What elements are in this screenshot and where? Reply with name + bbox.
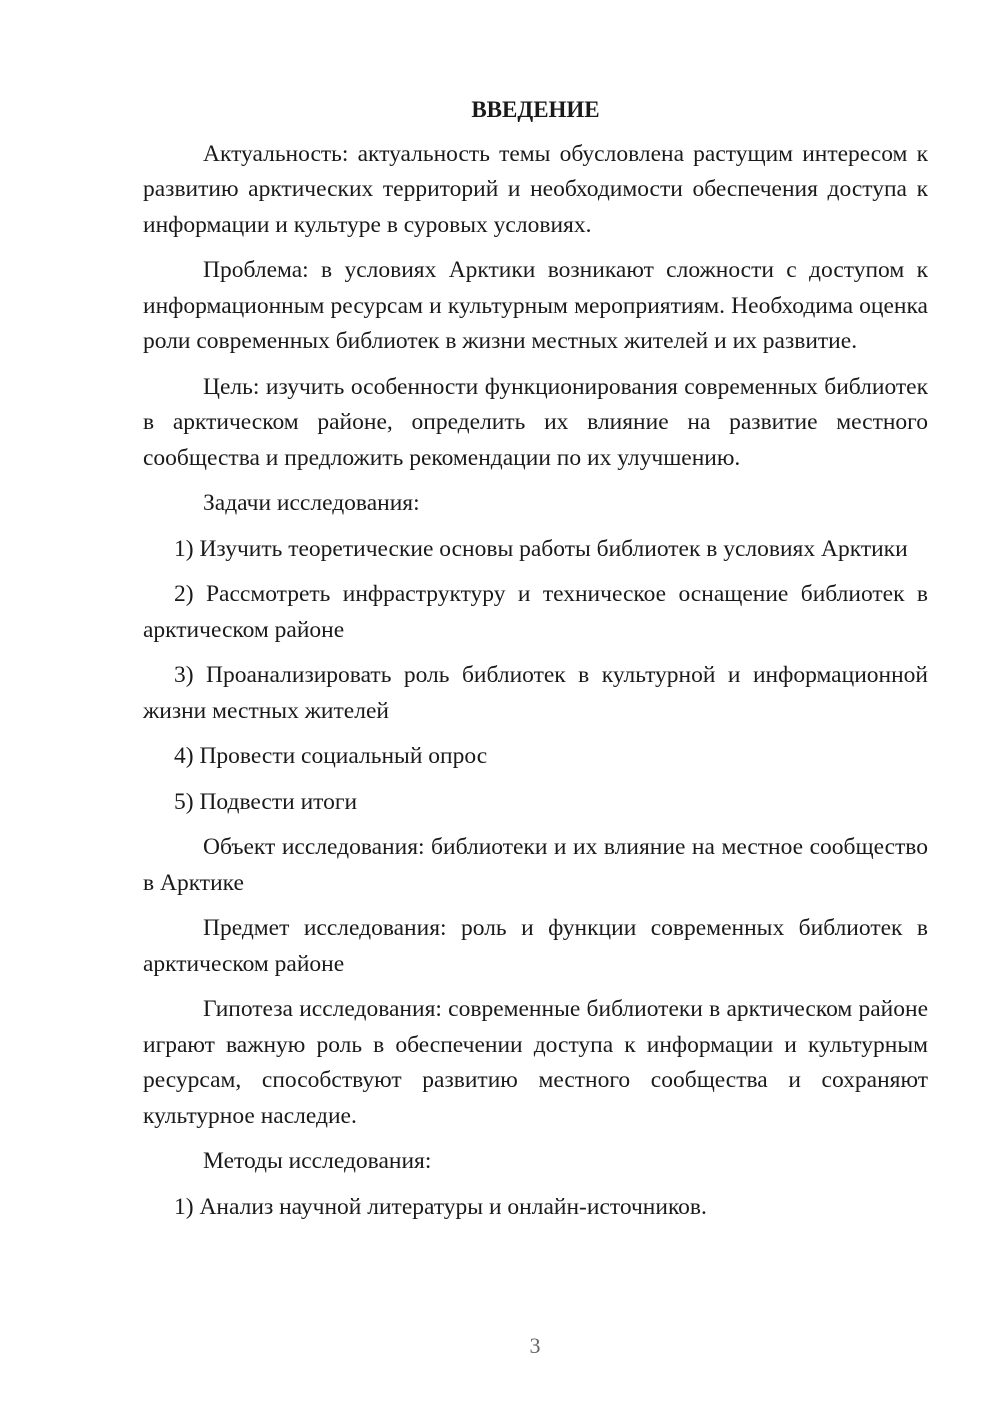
task-item: 1) Изучить теоретические основы работы библиотек в условиях Арктики xyxy=(174,535,908,562)
task-item: 3) Проанализировать роль библиотек в культурной и информационной жизни местных жителей xyxy=(143,662,928,724)
tasks-heading: Задачи исследования: xyxy=(203,490,420,516)
task-item: 2) Рассмотреть инфраструктуру и техническое оснащение библиотек в арктическом районе xyxy=(143,581,928,643)
section-title: ВВЕДЕНИЕ xyxy=(471,97,600,122)
object-paragraph: Объект исследования: библиотеки и их влияние на местное сообщество в Арктике xyxy=(143,834,928,896)
page-number: 3 xyxy=(529,1333,541,1358)
relevance-paragraph: Актуальность: актуальность темы обусловлена растущим интересом к развитию арктических территорий и необходимости обеспечения доступа к информации и культуре в суровых условиях. xyxy=(143,140,928,238)
task-item: 4) Провести социальный опрос xyxy=(174,743,488,769)
goal-paragraph: Цель: изучить особенности функционирования современных библиотек в арктическом районе, определить их влияние на развитие местного сообщества и предложить рекомендации по их улучшению. xyxy=(143,373,928,471)
method-item: 1) Анализ научной литературы и онлайн-источников. xyxy=(174,1193,707,1220)
subject-paragraph: Предмет исследования: роль и функции современных библиотек в арктическом районе xyxy=(143,915,928,977)
task-item: 5) Подвести итоги xyxy=(174,788,358,815)
page-content xyxy=(143,92,928,1235)
hypothesis-paragraph: Гипотеза исследования: современные библиотеки в арктическом районе играют важную роль в обеспечении доступа к информации и культурным ресурсам, способствуют развитию местного сообщества и сохраняют культурное наследие. xyxy=(143,996,928,1129)
methods-heading: Методы исследования: xyxy=(203,1148,432,1174)
problem-paragraph: Проблема: в условиях Арктики возникают сложности с доступом к информационным ресурсам и культурным мероприятиям. Необходима оценка роли современных библиотек в жизни местных жителей и их развитие. xyxy=(143,257,928,354)
